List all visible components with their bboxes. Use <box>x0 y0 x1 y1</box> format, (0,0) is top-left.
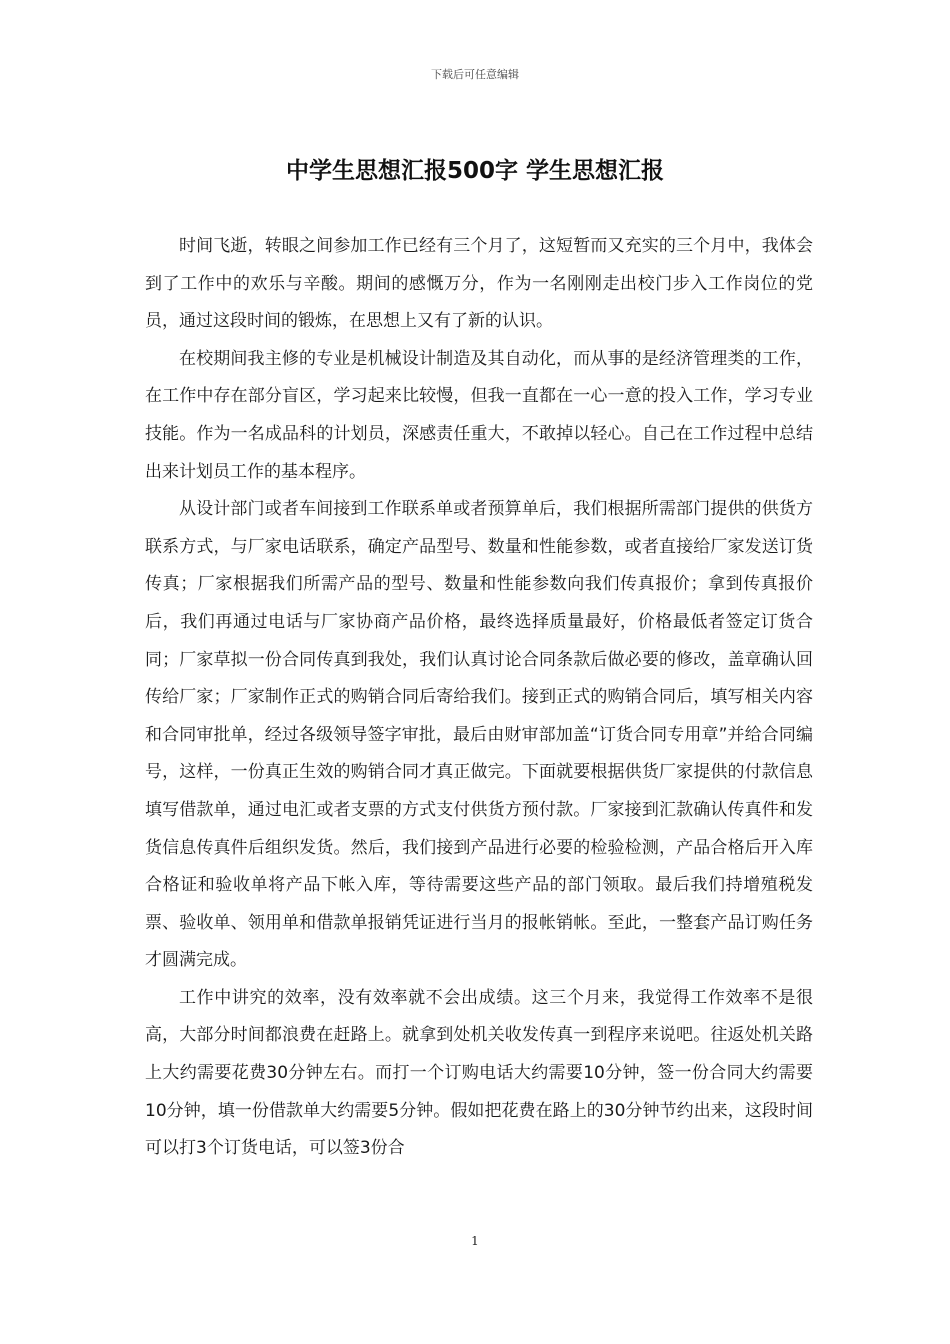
document-body <box>145 228 813 1168</box>
header-note: 下载后可任意编辑 <box>431 68 519 81</box>
paragraph-4: 工作中讲究的效率，没有效率就不会出成绩。这三个月来，我觉得工作效率不是很高，大部分时间都浪费在赶路上。就拿到处机关收发传真一到程序来说吧。往返处机关路上大约需要花费30分钟左右。而打一个订购电话大约需要10分钟，签一份合同大约需要10分钟，填一份借款单大约需要5分钟。假如把花费在路上的30分钟节约出来，这段时间可以打3个订货电话，可以签3份合 <box>145 987 813 1159</box>
paragraph-1: 时间飞逝，转眼之间参加工作已经有三个月了，这短暂而又充实的三个月中，我体会到了工作中的欢乐与辛酸。期间的感慨万分，作为一名刚刚走出校门步入工作岗位的党员，通过这段时间的锻炼，在思想上又有了新的认识。 <box>145 236 813 332</box>
document-title: 中学生思想汇报500字 学生思想汇报 <box>285 158 665 184</box>
page-number: 1 <box>471 1234 479 1248</box>
paragraph-2: 在校期间我主修的专业是机械设计制造及其自动化，而从事的是经济管理类的工作，在工作中存在部分盲区，学习起来比较慢，但我一直都在一心一意的投入工作，学习专业技能。作为一名成品科的计划员，深感责任重大，不敢掉以轻心。自己在工作过程中总结出来计划员工作的基本程序。 <box>145 348 813 482</box>
paragraph-3: 从设计部门或者车间接到工作联系单或者预算单后，我们根据所需部门提供的供货方联系方式，与厂家电话联系，确定产品型号、数量和性能参数，或者直接给厂家发送订货传真；厂家根据我们所需产品的型号、数量和性能参数向我们传真报价；拿到传真报价后，我们再通过电话与厂家协商产品价格，最终选择质量最好，价格最低者签定订货合同；厂家草拟一份合同传真到我处，我们认真讨论合同条款后做必要的修改，盖章确认回传给厂家；厂家制作正式的购销合同后寄给我们。接到正式的购销合同后，填写相关内容和合同审批单，经过各级领导签字审批，最后由财审部加盖“订货合同专用章”并给合同编号，这样，一份真正生效的购销合同才真正做完。下面就要根据供货厂家提供的付款信息填写借款单，通过电汇或者支票的方式支付供货方预付款。厂家接到汇款确认传真件和发货信息传真件后组织发货。然后，我们接到产品进行必要的检验检测，产品合格后开入库合格证和验收单将产品下帐入库，等待需要这些产品的部门领取。最后我们持增殖税发票、验收单、领用单和借款单报销凭证进行当月的报帐销帐。至此，一整套产品订购任务才圆满完成。 <box>145 499 813 971</box>
